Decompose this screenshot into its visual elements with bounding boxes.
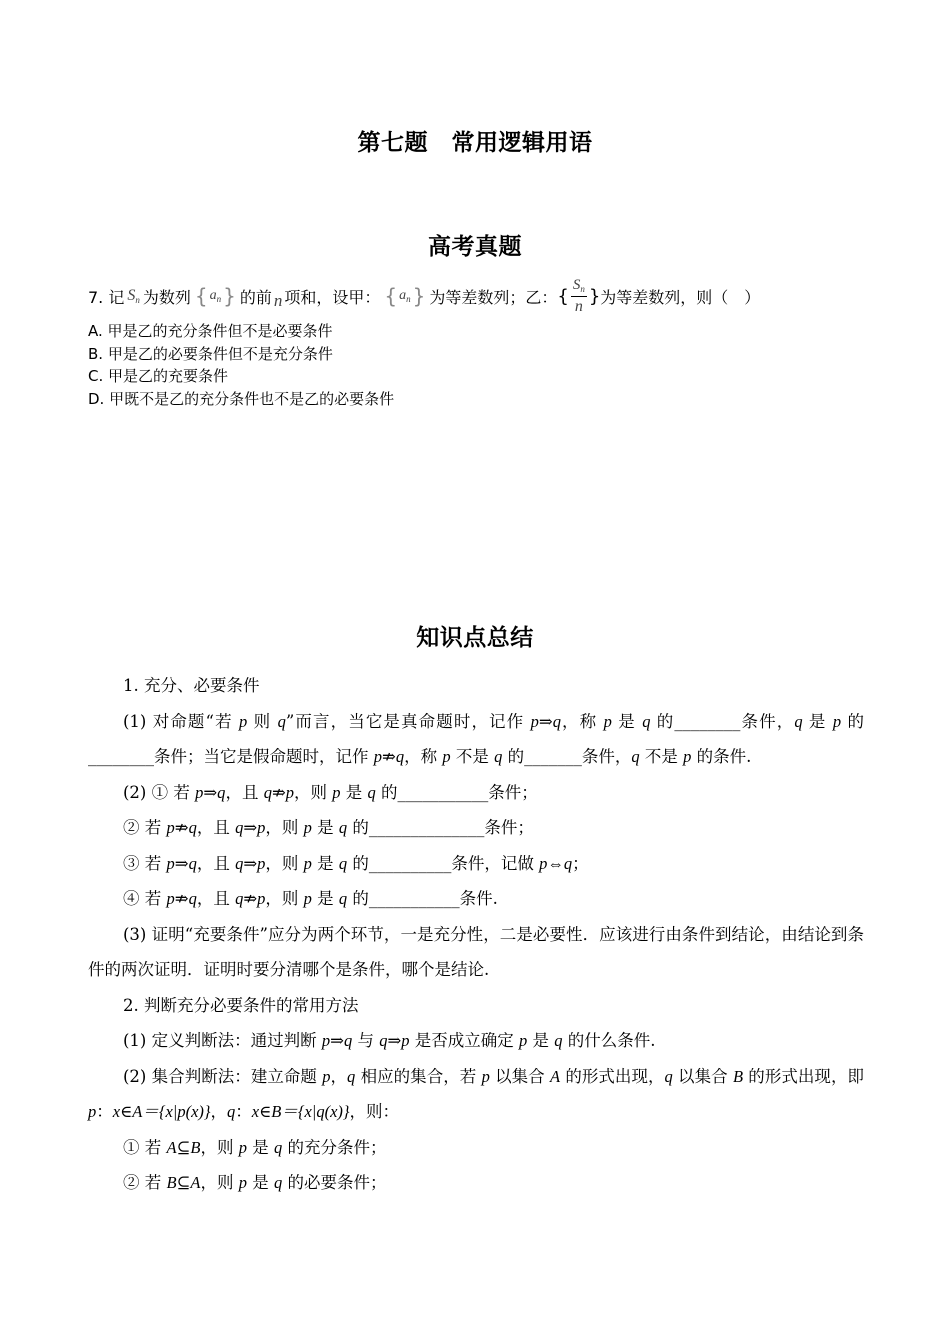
summary-heading-2: 2. 判断充分必要条件的常用方法: [123, 995, 359, 1015]
option-c: C. 甲是乙的充要条件: [88, 367, 229, 385]
formula-set-an-2: { $a_n$ }: [384, 284, 426, 308]
summary-paragraph-1-1: (1) 对命题“若 p 则 q”而言，当它是真命题时，记作 p⇒q，称 p 是 q 的________条件，q 是 p 的________条件；当它是假命题时，记作 p⇏q，称 p 不是 q 的_______条件，q 不是 p 的条件.: [88, 711, 864, 766]
section-title-exam-questions: 高考真题: [428, 233, 522, 260]
question-text-2: 的前: [239, 287, 272, 307]
summary-method-2: (2) 集合判断法：建立命题 p，q 相应的集合，若 p 以集合 A 的形式出现，q 以集合 B 的形式出现，即 p：x∈A＝{x|p(x)}，q：x∈B＝{x|q(x)}，则：: [88, 1066, 864, 1121]
option-d: D. 甲既不是乙的充分条件也不是乙的必要条件: [88, 389, 395, 408]
page-title: 第七题 常用逻辑用语: [357, 129, 593, 156]
formula-set-Sn-over-n: { $\frac{S_n}{n}$ }: [557, 276, 601, 315]
question-7: [88, 276, 868, 316]
summary-item-2-3: ③ 若 p⇒q，且 q⇒p，则 p 是 q 的__________条件，记做 p⇔q；: [123, 853, 589, 873]
summary-heading-1: 1. 充分、必要条件: [123, 676, 260, 695]
summary-item-2-4: ④ 若 p⇏q，且 q⇏p，则 p 是 q 的___________条件.: [123, 889, 498, 908]
option-b: B. 甲是乙的必要条件但不是充分条件: [88, 344, 333, 363]
knowledge-summary: [88, 668, 864, 1201]
answer-options: [88, 320, 868, 410]
summary-method-2-case-1: ① 若 A⊆B，则 p 是 q 的充分条件；: [123, 1137, 387, 1157]
formula-set-an: { $a_n$ }: [194, 284, 236, 308]
question-number: 7. 记: [88, 287, 125, 307]
summary-method-1: (1) 定义判断法：通过判断 p⇒q 与 q⇒p 是否成立确定 p 是 q 的什么条件.: [123, 1031, 656, 1050]
question-text-1: 为数列: [142, 287, 191, 307]
formula-Sn: $S_n$: [127, 287, 140, 305]
summary-method-2-case-2: ② 若 B⊆A，则 p 是 q 的必要条件；: [123, 1173, 387, 1192]
option-a: A. 甲是乙的充分条件但不是必要条件: [88, 322, 333, 340]
summary-item-2-2: ② 若 p⇏q，且 q⇒p，则 p 是 q 的______________条件；: [123, 818, 534, 837]
summary-item-2-1: (2) ① 若 p⇒q，且 q⇏p，则 p 是 q 的___________条件；: [123, 782, 538, 802]
question-text-3: 项和，设甲：: [284, 287, 381, 307]
formula-n: n: [273, 291, 283, 310]
summary-paragraph-1-3: (3) 证明“充要条件”应分为两个环节，一是充分性，二是必要性．应该进行由条件到结论，由结论到条件的两次证明．证明时要分清哪个是条件，哪个是结论.: [88, 924, 864, 979]
question-text-5: 为等差数列，则（ ）: [600, 287, 761, 307]
section-title-knowledge-summary: 知识点总结: [416, 624, 534, 651]
question-text-4: 为等差数列；乙：: [429, 287, 558, 307]
